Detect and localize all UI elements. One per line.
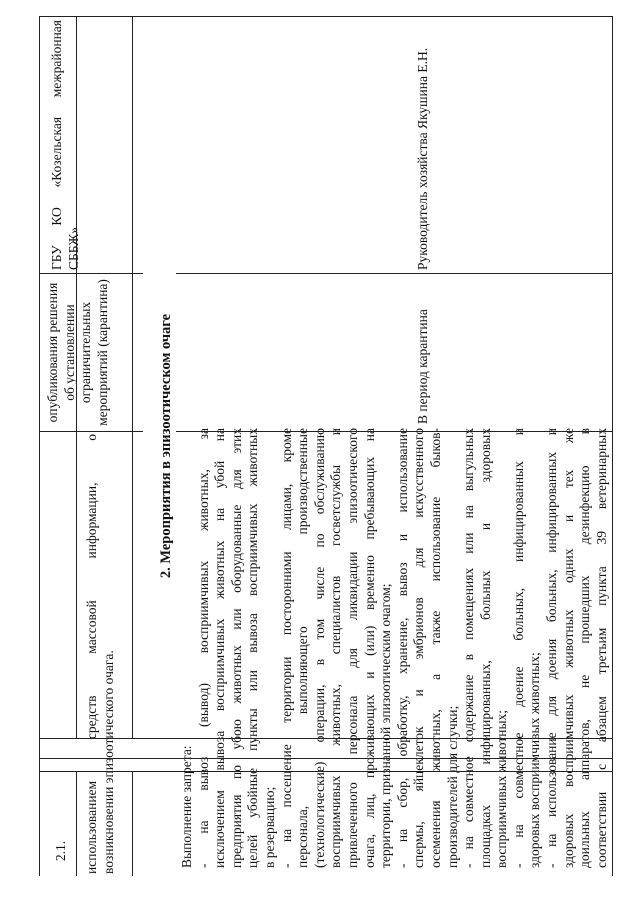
text-line: - на совместное доение больных, инфицированных и <box>510 428 526 868</box>
section-heading-top <box>39 758 613 759</box>
column-separator-responsible <box>39 273 143 274</box>
text-line: СББЖ» <box>65 226 81 270</box>
table-edge-left <box>39 16 40 876</box>
column-separator-measure <box>132 772 133 876</box>
text-line: здоровых восприимчивых животных одних и тех же <box>560 428 576 868</box>
text-line: ГБУ КО «Козельская межрайонная <box>49 20 64 270</box>
table-edge-right <box>612 16 613 876</box>
column-separator-number <box>76 772 77 876</box>
text-line: привлеченного персонала для ликвидации эпизоотического <box>344 428 360 868</box>
text-line: - на сбор, обработку, хранение, вывоз и использование <box>394 428 410 868</box>
text-line: - на использование для доения больных, инфицированных и <box>544 428 560 868</box>
row-top-measure-text <box>83 434 134 874</box>
text-line: - на совместное содержание в помещениях или на выгульных <box>461 428 477 868</box>
text-line: соответствии с абзацем третьим пункта 39 ветеринарных <box>593 428 609 868</box>
row-measure-text <box>179 428 611 874</box>
section-heading-bottom <box>39 738 613 739</box>
text-line: в резервацию; <box>261 786 277 868</box>
text-line: (технологические) операции, в том числе по обслуживанию <box>311 428 327 868</box>
text-line: доильных аппаратов, не прошедших дезинфекцию в <box>577 428 593 868</box>
text-line: Выполнение запрета: <box>179 745 194 868</box>
column-separator-measure <box>132 16 133 739</box>
row-responsible: Руководитель хозяйства Якушина Е.Н. <box>415 47 430 270</box>
column-separator-deadline <box>176 431 613 432</box>
text-line: восприимчивых животных; <box>494 709 510 868</box>
row-number: 2.1. <box>53 840 68 862</box>
text-line: очага, лиц, проживающих и (или) временно пребывающих на <box>361 428 377 868</box>
text-line: возникновении эпизоотического очага. <box>100 650 116 874</box>
text-line: - на посещение территории посторонними лицами, кроме <box>278 428 294 868</box>
text-line: осеменения животных, а также использование быков- <box>427 428 443 868</box>
text-line: мероприятий (карантина) <box>94 279 110 426</box>
column-separator-responsible <box>176 273 613 274</box>
rotated-table <box>39 16 613 876</box>
text-line: целей убойные пункты или вывоза восприимчивых животных <box>245 428 261 868</box>
text-line: производителей для случки; <box>444 705 460 868</box>
text-line: спермы, яйцеклеток и эмбрионов для искусственного <box>411 428 427 868</box>
column-separator-number <box>76 16 77 739</box>
section-heading: 2. Мероприятия в эпизоотическом очаге <box>158 313 174 579</box>
text-line: - на вывоз (вывод) восприимчивых животных, за <box>195 428 211 868</box>
text-line: площадках инфицированных, больных и здоровых <box>477 428 493 868</box>
text-line: опубликования решения <box>45 282 60 423</box>
text-line: об установлении <box>61 304 77 401</box>
text-line: ограничительных <box>78 301 94 404</box>
row-period: В период карантина <box>415 309 430 424</box>
row-top-responsible-text <box>49 20 89 270</box>
row-top-deadline-text <box>45 275 141 430</box>
text-line: персонала, выполняющего производственные <box>295 428 311 868</box>
table-edge-end <box>39 16 613 17</box>
text-line: восприимчивых животных, специалистов госветслужбы и <box>328 428 344 868</box>
row-separator-top <box>39 771 613 772</box>
text-line: использованием средств массовой информации, о <box>84 434 99 874</box>
text-line: территории, признанной эпизоотическим очагом; <box>378 583 394 868</box>
text-line: предприятия по убою животных или оборудованные для этих <box>228 428 244 868</box>
text-line: здоровых восприимчивых животных; <box>527 652 543 868</box>
column-separator-deadline <box>39 431 143 432</box>
text-line: исключением вывоза восприимчивых животных на убой на <box>212 428 228 868</box>
